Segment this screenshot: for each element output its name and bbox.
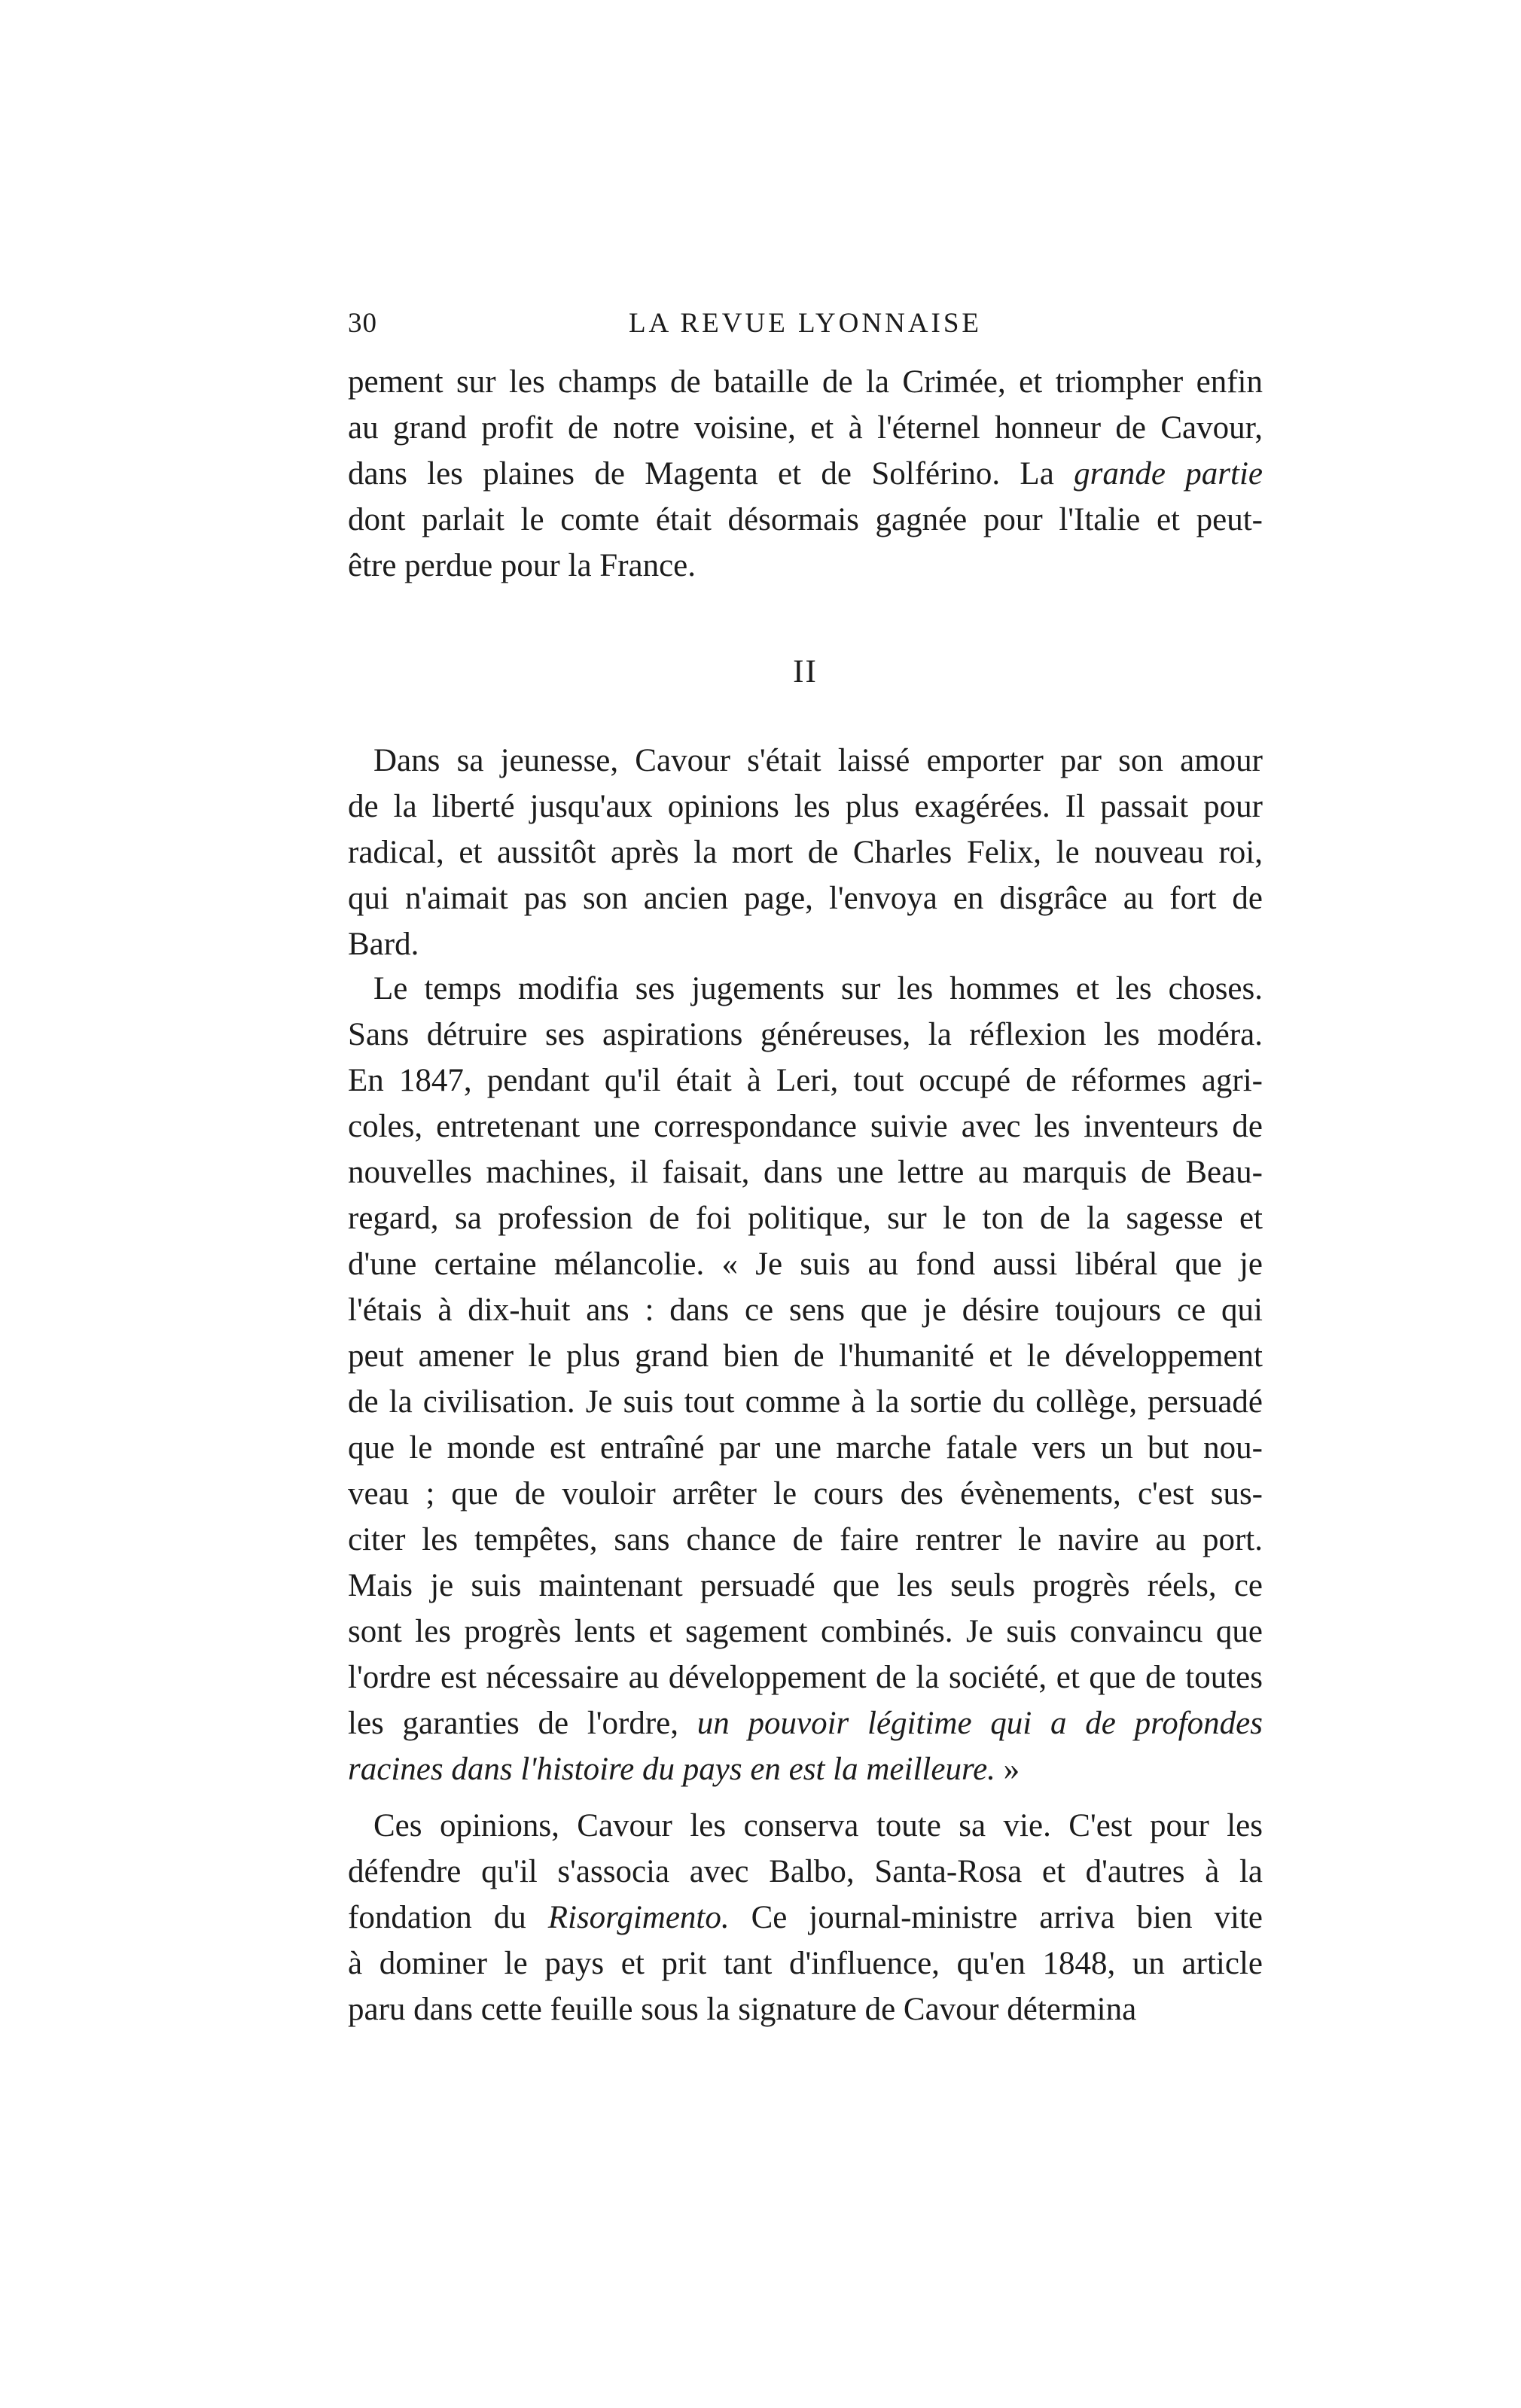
text-segment: de la liberté jusqu'aux opinions les plus exagérées. Il passait pour [348, 789, 1263, 824]
text-line [348, 1746, 1263, 1792]
text-line [348, 1803, 1263, 1849]
text-line [348, 1849, 1263, 1895]
italic-text: grande partie [1074, 456, 1263, 492]
text-segment: Bard. [348, 927, 419, 962]
text-line [348, 1700, 1263, 1746]
text-segment: En 1847, pendant qu'il était à Leri, tout occupé de réformes agri- [348, 1063, 1263, 1098]
text-line [348, 1104, 1263, 1149]
text-line [348, 784, 1263, 830]
text-segment: veau ; que de vouloir arrêter le cours des évènements, c'est sus- [348, 1476, 1263, 1511]
text-segment: paru dans cette feuille sous la signature de Cavour détermina [348, 1992, 1137, 2027]
text-segment: pement sur les champs de bataille de la Crimée, et triompher enfin [348, 364, 1263, 400]
text-segment: Sans détruire ses aspirations généreuses, la réflexion les modéra. [348, 1017, 1263, 1052]
page-number: 30 [348, 308, 377, 339]
italic-text: Risorgimento. [547, 1900, 730, 1935]
text-segment: Dans sa jeunesse, Cavour s'était laissé emporter par son amour [373, 743, 1263, 778]
text-segment: Ce journal-ministre arriva bien vite [729, 1900, 1263, 1935]
text-line [348, 1012, 1263, 1058]
text-line [348, 738, 1263, 784]
text-line [348, 966, 1263, 1012]
text-line [348, 830, 1263, 875]
text-segment: les garanties de l'ordre, [348, 1706, 697, 1741]
text-line [348, 1986, 1263, 2032]
text-segment: peut amener le plus grand bien de l'humanité et le développement [348, 1338, 1263, 1374]
text-line [348, 1379, 1263, 1425]
text-line [348, 921, 1263, 967]
text-segment: de la civilisation. Je suis tout comme à la sortie du collège, persuadé [348, 1384, 1263, 1420]
text-line [348, 1058, 1263, 1104]
text-segment: Ces opinions, Cavour les conserva toute sa vie. C'est pour les [373, 1808, 1263, 1843]
text-segment: à dominer le pays et prit tant d'influence, qu'en 1848, un article [348, 1946, 1263, 1981]
running-head [348, 307, 1263, 352]
paragraph-letter [348, 966, 1263, 1792]
italic-text: racines dans l'histoire du pays en est la meilleure. [348, 1752, 995, 1787]
text-line [348, 451, 1263, 497]
text-line [348, 543, 1263, 589]
text-line [348, 497, 1263, 543]
text-segment: dans les plaines de Magenta et de Solférino. La [348, 456, 1074, 492]
text-line [348, 875, 1263, 921]
text-line [348, 1563, 1263, 1609]
text-line [348, 1471, 1263, 1517]
text-line [348, 1241, 1263, 1287]
text-segment: au grand profit de notre voisine, et à l'éternel honneur de Cavour, [348, 410, 1263, 446]
italic-text: un pouvoir légitime qui a de profondes [696, 1706, 1263, 1741]
text-line [348, 1425, 1263, 1471]
paragraph-youth [348, 738, 1263, 967]
text-segment: être perdue pour la France. [348, 548, 696, 583]
text-segment: Le temps modifia ses jugements sur les hommes et les choses. [373, 971, 1263, 1006]
paragraph-continuation [348, 359, 1263, 589]
text-line [348, 1609, 1263, 1655]
section-heading: II [793, 654, 818, 690]
text-segment: dont parlait le comte était désormais gagnée pour l'Italie et peut- [348, 502, 1263, 537]
text-segment: citer les tempêtes, sans chance de faire rentrer le navire au port. [348, 1522, 1263, 1557]
text-segment: Mais je suis maintenant persuadé que les seuls progrès réels, ce [348, 1568, 1263, 1603]
text-segment: » [995, 1752, 1020, 1787]
text-line [348, 1517, 1263, 1563]
text-line [348, 1287, 1263, 1333]
text-line [348, 1895, 1263, 1941]
journal-title: LA REVUE LYONNAISE [628, 308, 983, 339]
text-segment: l'ordre est nécessaire au développement de la société, et que de toutes [348, 1660, 1263, 1695]
text-segment: fondation du [348, 1900, 548, 1935]
text-line [348, 1195, 1263, 1241]
text-segment: d'une certaine mélancolie. « Je suis au fond aussi libéral que je [348, 1247, 1263, 1282]
text-segment: défendre qu'il s'associa avec Balbo, Santa-Rosa et d'autres à la [348, 1854, 1263, 1889]
text-line [348, 1655, 1263, 1700]
text-segment: l'étais à dix-huit ans : dans ce sens que je désire toujours ce qui [348, 1292, 1263, 1328]
text-line [348, 1333, 1263, 1379]
text-line [348, 359, 1263, 405]
text-line [348, 1941, 1263, 1986]
paragraph-risorgimento [348, 1803, 1263, 2032]
text-line [348, 1149, 1263, 1195]
text-segment: radical, et aussitôt après la mort de Charles Felix, le nouveau roi, [348, 835, 1263, 870]
text-line [348, 405, 1263, 451]
text-segment: que le monde est entraîné par une marche fatale vers un but nou- [348, 1430, 1263, 1466]
text-segment: regard, sa profession de foi politique, sur le ton de la sagesse et [348, 1201, 1263, 1236]
text-segment: nouvelles machines, il faisait, dans une lettre au marquis de Beau- [348, 1155, 1263, 1190]
text-segment: qui n'aimait pas son ancien page, l'envoya en disgrâce au fort de [348, 881, 1263, 916]
text-segment: sont les progrès lents et sagement combinés. Je suis convaincu que [348, 1614, 1263, 1649]
text-segment: coles, entretenant une correspondance suivie avec les inventeurs de [348, 1109, 1263, 1144]
